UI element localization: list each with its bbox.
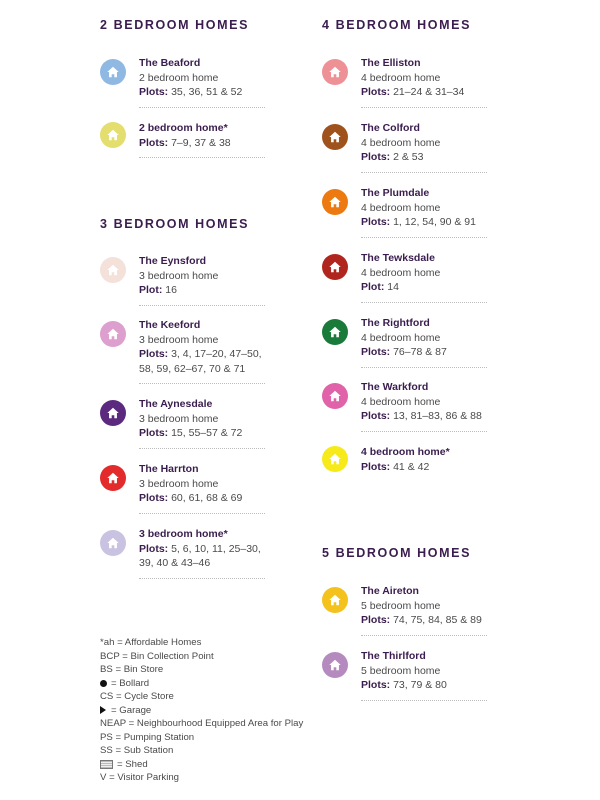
plots-label: Plots: xyxy=(139,136,169,149)
house-icon xyxy=(100,59,126,85)
divider xyxy=(361,700,487,701)
plots-value: 74, 75, 84, 85 & 89 xyxy=(393,614,482,626)
plots-label: Plots: xyxy=(361,151,391,163)
home-plots xyxy=(361,345,488,360)
plots-value: 73, 79 & 80 xyxy=(393,679,447,691)
home-description: 3 bedroom home xyxy=(139,477,219,490)
home-name: The Harrton xyxy=(139,463,199,475)
home-name: 3 bedroom home* xyxy=(139,528,228,540)
plots-label: Plots: xyxy=(361,460,391,473)
home-description: 3 bedroom home xyxy=(139,269,219,282)
house-icon xyxy=(322,383,348,409)
plot-label: Plot: xyxy=(361,281,385,293)
home-description: 3 bedroom home xyxy=(139,412,219,425)
divider xyxy=(361,431,487,432)
home-plots xyxy=(361,215,488,230)
home-description: 2 bedroom home xyxy=(139,71,219,84)
home-name: 2 bedroom home* xyxy=(139,122,228,134)
home-plots xyxy=(361,613,488,628)
plots-label: Plots: xyxy=(139,492,169,504)
divider xyxy=(361,107,487,108)
home-description: 4 bedroom home xyxy=(361,71,441,84)
house-icon xyxy=(322,189,348,215)
legend-bin-store: BS = Bin Store xyxy=(100,664,164,675)
house-icon xyxy=(322,446,348,472)
legend-garage-label: = Garage xyxy=(111,704,152,716)
home-entry-warkford xyxy=(322,380,488,432)
plots-value: 35, 36, 51 & 52 xyxy=(171,86,243,98)
plots-value: 2 & 53 xyxy=(393,151,424,163)
house-icon xyxy=(100,321,126,347)
home-name: The Rightford xyxy=(361,317,430,329)
home-description: 4 bedroom home xyxy=(361,136,441,149)
divider xyxy=(361,367,487,368)
home-name: 4 bedroom home* xyxy=(361,446,450,458)
home-description: 5 bedroom home xyxy=(361,599,441,612)
plots-label: Plots: xyxy=(361,216,391,228)
home-entry-tewksdale xyxy=(322,251,488,303)
shed-icon xyxy=(100,760,113,769)
divider xyxy=(139,383,265,384)
home-entry-beaford xyxy=(100,56,266,108)
home-entry-4-bedroom-affordable xyxy=(322,445,488,474)
plots-label: Plots: xyxy=(361,410,391,422)
section-title-5-bedroom: 5 BEDROOM HOMES xyxy=(322,546,472,560)
divider xyxy=(139,305,265,306)
plots-label: Plots: xyxy=(361,614,391,626)
plots-value: 41 & 42 xyxy=(393,460,430,473)
home-name: The Warkford xyxy=(361,381,429,393)
legend-shed xyxy=(100,758,303,772)
plots-value: 14 xyxy=(387,281,399,293)
divider xyxy=(361,237,487,238)
plots-value: 76–78 & 87 xyxy=(393,346,447,358)
divider xyxy=(139,578,265,579)
home-entry-colford xyxy=(322,121,488,173)
home-plots xyxy=(361,85,488,100)
home-description: 3 bedroom home xyxy=(139,333,219,346)
home-plots xyxy=(361,150,488,165)
house-icon xyxy=(322,587,348,613)
legend-garage xyxy=(100,704,303,718)
home-entry-thirlford xyxy=(322,649,488,701)
plots-value: 60, 61, 68 & 69 xyxy=(171,492,243,504)
home-entry-2-bedroom-affordable xyxy=(100,121,266,158)
divider xyxy=(361,172,487,173)
home-plots xyxy=(139,283,266,298)
house-icon xyxy=(100,400,126,426)
divider xyxy=(361,302,487,303)
home-name: The Beaford xyxy=(139,57,201,69)
home-name: The Plumdale xyxy=(361,187,430,199)
plots-value: 21–24 & 31–34 xyxy=(393,86,465,98)
plots-value: 13, 81–83, 86 & 88 xyxy=(393,410,482,422)
plots-label: Plots: xyxy=(139,348,169,360)
plots-value: 3, 4, 17–20, 47–50, 58, 59, 62–67, 70 & 71 xyxy=(139,348,262,375)
home-name: The Aireton xyxy=(361,585,419,597)
home-entry-3-bedroom-affordable xyxy=(100,527,266,579)
divider xyxy=(139,513,265,514)
plots-value: 7–9, 37 & 38 xyxy=(171,136,231,149)
home-entry-elliston xyxy=(322,56,488,108)
house-icon xyxy=(100,257,126,283)
plots-value: 1, 12, 54, 90 & 91 xyxy=(393,216,476,228)
legend-affordable-homes: *ah = Affordable Homes xyxy=(100,637,202,648)
legend-bollard-label: = Bollard xyxy=(111,677,150,689)
plot-label: Plot: xyxy=(139,284,163,296)
house-icon xyxy=(100,465,126,491)
home-plots xyxy=(361,280,488,295)
legend-pumping-station: PS = Pumping Station xyxy=(100,731,195,743)
home-entry-aynesdale xyxy=(100,397,266,449)
divider xyxy=(361,635,487,636)
home-plots xyxy=(139,136,266,151)
home-name: The Thirlford xyxy=(361,650,426,662)
plots-label: Plots: xyxy=(361,346,391,358)
home-plots xyxy=(361,409,488,424)
plots-label: Plots: xyxy=(361,86,391,98)
legend-shed-label: = Shed xyxy=(117,758,148,770)
plots-label: Plots: xyxy=(139,86,169,98)
divider xyxy=(139,107,265,108)
home-name: The Elliston xyxy=(361,57,421,69)
house-icon xyxy=(322,254,348,280)
home-plots xyxy=(139,542,266,571)
house-icon xyxy=(322,59,348,85)
divider xyxy=(139,157,265,158)
bollard-icon xyxy=(100,680,107,687)
legend-cycle-store: CS = Cycle Store xyxy=(100,691,174,702)
home-entry-aireton xyxy=(322,584,488,636)
home-name: The Eynsford xyxy=(139,255,207,267)
home-description: 4 bedroom home xyxy=(361,395,441,408)
house-icon xyxy=(100,530,126,556)
house-icon xyxy=(100,122,126,148)
home-entry-harrton xyxy=(100,462,266,514)
garage-icon xyxy=(100,706,106,714)
home-name: The Keeford xyxy=(139,319,201,331)
home-entry-plumdale xyxy=(322,186,488,238)
legend-visitor-parking: V = Visitor Parking xyxy=(100,772,180,783)
home-entry-rightford xyxy=(322,316,488,368)
home-plots xyxy=(361,460,488,475)
plots-label: Plots: xyxy=(139,542,169,555)
plots-value: 5, 6, 10, 11, 25–30, 39, 40 & 43–46 xyxy=(139,542,261,569)
home-plots xyxy=(139,491,266,506)
house-icon xyxy=(322,652,348,678)
plots-label: Plots: xyxy=(139,427,169,439)
section-title-3-bedroom: 3 BEDROOM HOMES xyxy=(100,217,250,231)
home-plots xyxy=(139,426,266,441)
legend-bin-collection-point: BCP = Bin Collection Point xyxy=(100,650,214,662)
home-name: The Colford xyxy=(361,122,420,134)
house-icon xyxy=(322,319,348,345)
section-title-2-bedroom: 2 BEDROOM HOMES xyxy=(100,18,250,32)
home-name: The Aynesdale xyxy=(139,398,213,410)
legend-neap: NEAP = Neighbourhood Equipped Area for Play xyxy=(100,718,304,729)
home-entry-eynsford xyxy=(100,254,266,306)
home-plots xyxy=(139,347,266,376)
plots-label: Plots: xyxy=(361,679,391,691)
plots-value: 16 xyxy=(165,284,177,296)
home-description: 4 bedroom home xyxy=(361,331,441,344)
home-entry-keeford xyxy=(100,318,266,384)
plots-value: 15, 55–57 & 72 xyxy=(171,427,243,439)
home-name: The Tewksdale xyxy=(361,252,435,264)
divider xyxy=(139,448,265,449)
home-description: 4 bedroom home xyxy=(361,201,441,214)
home-plots xyxy=(139,85,266,100)
legend-sub-station: SS = Sub Station xyxy=(100,745,174,756)
home-description: 4 bedroom home xyxy=(361,266,441,279)
house-icon xyxy=(322,124,348,150)
home-plots xyxy=(361,678,488,693)
home-description: 5 bedroom home xyxy=(361,664,441,677)
legend xyxy=(100,636,303,785)
legend-bollard xyxy=(100,677,303,691)
section-title-4-bedroom: 4 BEDROOM HOMES xyxy=(322,18,472,32)
